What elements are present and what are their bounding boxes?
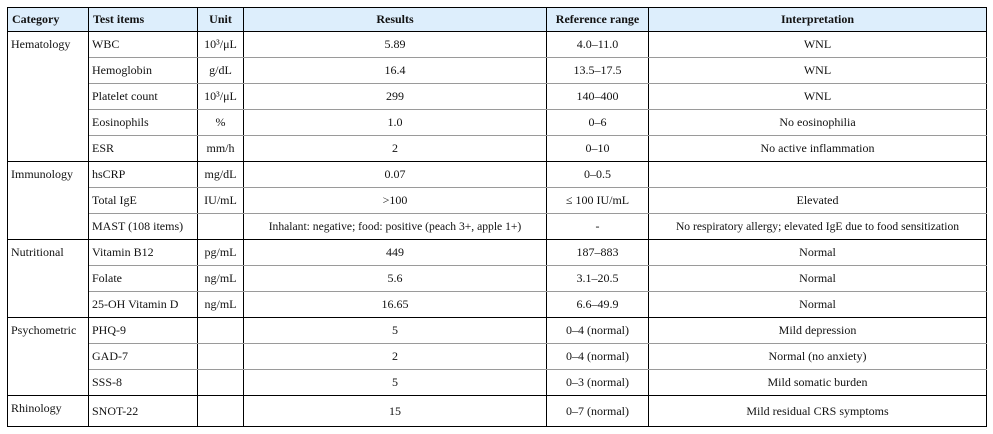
- table-row: [8, 240, 987, 266]
- table-row: [8, 344, 987, 370]
- unit: mm/h: [198, 136, 244, 162]
- interpretation: Mild depression: [649, 318, 987, 344]
- unit: ng/mL: [198, 266, 244, 292]
- interpretation: Elevated: [649, 188, 987, 214]
- reference-range: ≤ 100 IU/mL: [547, 188, 649, 214]
- test-item: ESR: [89, 136, 198, 162]
- reference-range: 3.1–20.5: [547, 266, 649, 292]
- result: 5.6: [244, 266, 547, 292]
- interpretation: Normal: [649, 292, 987, 318]
- test-item: Hemoglobin: [89, 58, 198, 84]
- table-row: [8, 266, 987, 292]
- interpretation: WNL: [649, 84, 987, 110]
- unit: [198, 344, 244, 370]
- table-row: [8, 32, 987, 58]
- unit: [198, 214, 244, 240]
- reference-range: 187–883: [547, 240, 649, 266]
- unit: 10³/μL: [198, 32, 244, 58]
- table-row: [8, 396, 987, 427]
- header-row: [8, 8, 987, 32]
- interpretation: No respiratory allergy; elevated IgE due to food sensitization: [649, 214, 987, 240]
- table-row: [8, 136, 987, 162]
- unit: 10³/μL: [198, 84, 244, 110]
- category-hematology: Hematology: [8, 32, 89, 162]
- interpretation: Normal: [649, 240, 987, 266]
- header-interpretation: Interpretation: [649, 8, 987, 32]
- category-immunology: Immunology: [8, 162, 89, 240]
- result: >100: [244, 188, 547, 214]
- unit: [198, 370, 244, 396]
- test-item: Folate: [89, 266, 198, 292]
- table-row: [8, 162, 987, 188]
- unit: mg/dL: [198, 162, 244, 188]
- test-item: hsCRP: [89, 162, 198, 188]
- result: 5: [244, 370, 547, 396]
- result: 2: [244, 344, 547, 370]
- reference-range: 6.6–49.9: [547, 292, 649, 318]
- category-rhinology: Rhinology: [8, 396, 89, 427]
- unit: ng/mL: [198, 292, 244, 318]
- reference-range: -: [547, 214, 649, 240]
- result: 16.65: [244, 292, 547, 318]
- interpretation: Mild residual CRS symptoms: [649, 396, 987, 427]
- header-unit: Unit: [198, 8, 244, 32]
- table-row: [8, 318, 987, 344]
- test-item: PHQ-9: [89, 318, 198, 344]
- interpretation: No eosinophilia: [649, 110, 987, 136]
- table-row: [8, 110, 987, 136]
- reference-range: 0–4 (normal): [547, 344, 649, 370]
- header-category: Category: [8, 8, 89, 32]
- unit: pg/mL: [198, 240, 244, 266]
- result: Inhalant: negative; food: positive (peach 3+, apple 1+): [244, 214, 547, 240]
- reference-range: 0–3 (normal): [547, 370, 649, 396]
- reference-range: 0–7 (normal): [547, 396, 649, 427]
- reference-range: 13.5–17.5: [547, 58, 649, 84]
- interpretation: Mild somatic burden: [649, 370, 987, 396]
- table-row: [8, 292, 987, 318]
- interpretation: WNL: [649, 32, 987, 58]
- category-psychometric: Psychometric: [8, 318, 89, 396]
- test-item: WBC: [89, 32, 198, 58]
- result: 0.07: [244, 162, 547, 188]
- interpretation: WNL: [649, 58, 987, 84]
- interpretation: No active inflammation: [649, 136, 987, 162]
- result: 16.4: [244, 58, 547, 84]
- unit: IU/mL: [198, 188, 244, 214]
- result: 449: [244, 240, 547, 266]
- unit: [198, 318, 244, 344]
- reference-range: 0–6: [547, 110, 649, 136]
- test-item: GAD-7: [89, 344, 198, 370]
- result: 15: [244, 396, 547, 427]
- table-row: [8, 188, 987, 214]
- result: 299: [244, 84, 547, 110]
- result: 2: [244, 136, 547, 162]
- table-row: [8, 84, 987, 110]
- header-test-items: Test items: [89, 8, 198, 32]
- reference-range: 140–400: [547, 84, 649, 110]
- test-item: Vitamin B12: [89, 240, 198, 266]
- table-row: [8, 58, 987, 84]
- result: 1.0: [244, 110, 547, 136]
- unit: [198, 396, 244, 427]
- unit: g/dL: [198, 58, 244, 84]
- category-nutritional: Nutritional: [8, 240, 89, 318]
- test-item: Eosinophils: [89, 110, 198, 136]
- reference-range: 4.0–11.0: [547, 32, 649, 58]
- test-item: SNOT-22: [89, 396, 198, 427]
- test-item: 25-OH Vitamin D: [89, 292, 198, 318]
- interpretation: Normal (no anxiety): [649, 344, 987, 370]
- test-item: SSS-8: [89, 370, 198, 396]
- result: 5: [244, 318, 547, 344]
- header-reference-range: Reference range: [547, 8, 649, 32]
- reference-range: 0–10: [547, 136, 649, 162]
- table-row: [8, 370, 987, 396]
- test-item: MAST (108 items): [89, 214, 198, 240]
- lab-results-table: [7, 7, 987, 427]
- test-item: Total IgE: [89, 188, 198, 214]
- reference-range: 0–0.5: [547, 162, 649, 188]
- header-results: Results: [244, 8, 547, 32]
- table-row: [8, 214, 987, 240]
- test-item: Platelet count: [89, 84, 198, 110]
- result: 5.89: [244, 32, 547, 58]
- interpretation: [649, 162, 987, 188]
- unit: %: [198, 110, 244, 136]
- reference-range: 0–4 (normal): [547, 318, 649, 344]
- interpretation: Normal: [649, 266, 987, 292]
